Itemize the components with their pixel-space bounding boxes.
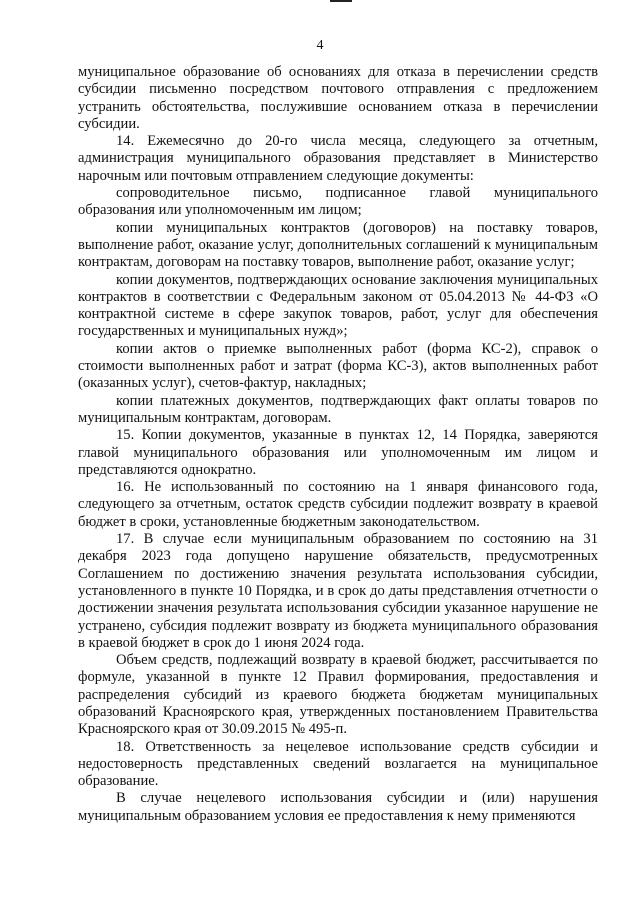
paragraph-document-copies: копии документов, подтверждающих основание заключения муниципальных контрактов в соответствии с Федеральным законом от 05.04.2013 № 44-ФЗ «О контрактной системе в сфере закупок товаров, работ, услуг для обеспечения государственных и муниципальных нужд»; [78,271,598,340]
paragraph-misuse-case: В случае нецелевого использования субсидии и (или) нарушения муниципальным образованием условия ее предоставления к нему применяются [78,790,598,824]
paragraph-cover-letter: сопроводительное письмо, подписанное главой муниципального образования или уполномоченным им лицом; [78,185,598,219]
page-number: 4 [316,38,324,53]
paragraph-contract-copies: копии муниципальных контрактов (договоров) на поставку товаров, выполнение работ, оказание услуг, дополнительных соглашений к муниципальным контрактам, договорам на поставку товаров, выполнение работ, оказание услуг; [78,219,598,271]
paragraph-clause-16: 16. Не использованный по состоянию на 1 января финансового года, следующего за отчетным, остаток средств субсидии подлежит возврату в краевой бюджет в сроки, установленные бюджетным законодательством. [78,479,598,530]
paragraph-clause-15: 15. Копии документов, указанные в пунктах 12, 14 Порядка, заверяются главой муниципального образования или уполномоченным им лицом и представляются однократно. [78,427,598,478]
paragraph-refund-volume: Объем средств, подлежащий возврату в краевой бюджет, рассчитывается по формуле, указанной в пункте 12 Правил формирования, предоставления и распределения субсидий из краевого бюджета бюджетам муниципальных образований Красноярского края, утвержденных постановлением Правительства Красноярского края от 30.09.2015 № 495-п. [78,652,598,738]
paragraph-continuation: муниципальное образование об основаниях для отказа в перечислении средств субсидии письменно посредством почтового отправления с предложением устранить обстоятельства, послужившие основанием отказа в перечислении субсидии. [78,64,598,132]
paragraph-clause-17: 17. В случае если муниципальным образованием по состоянию на 31 декабря 2023 года допущено нарушение обязательств, предусмотренных Соглашением по достижению значения результата использования субсидии, установленного в пункте 10 Порядка, и в срок до даты представления отчетности о достижении значения результата использования субсидии указанное нарушение не устранено, субсидия подлежит возврату из бюджета муниципального образования в краевой бюджет в срок до 1 июня 2024 года. [78,531,598,651]
paragraph-clause-18: 18. Ответственность за нецелевое использование средств субсидии и недостоверность представленных сведений возлагается на муниципальное образование. [78,738,598,790]
top-rule [330,0,352,2]
paragraph-acceptance-acts: копии актов о приемке выполненных работ (форма КС-2), справок о стоимости выполненных работ и затрат (форма КС-3), актов выполненных работ (оказанных услуг), счетов-фактур, накладных; [78,340,598,392]
document-body [78,64,598,825]
paragraph-payment-documents: копии платежных документов, подтверждающих факт оплаты товаров по муниципальным контрактам, договорам. [78,392,598,426]
paragraph-clause-14: 14. Ежемесячно до 20-го числа месяца, следующего за отчетным, администрация муниципального образования представляет в Министерство нарочным или почтовым отправлением следующие документы: [78,133,598,184]
